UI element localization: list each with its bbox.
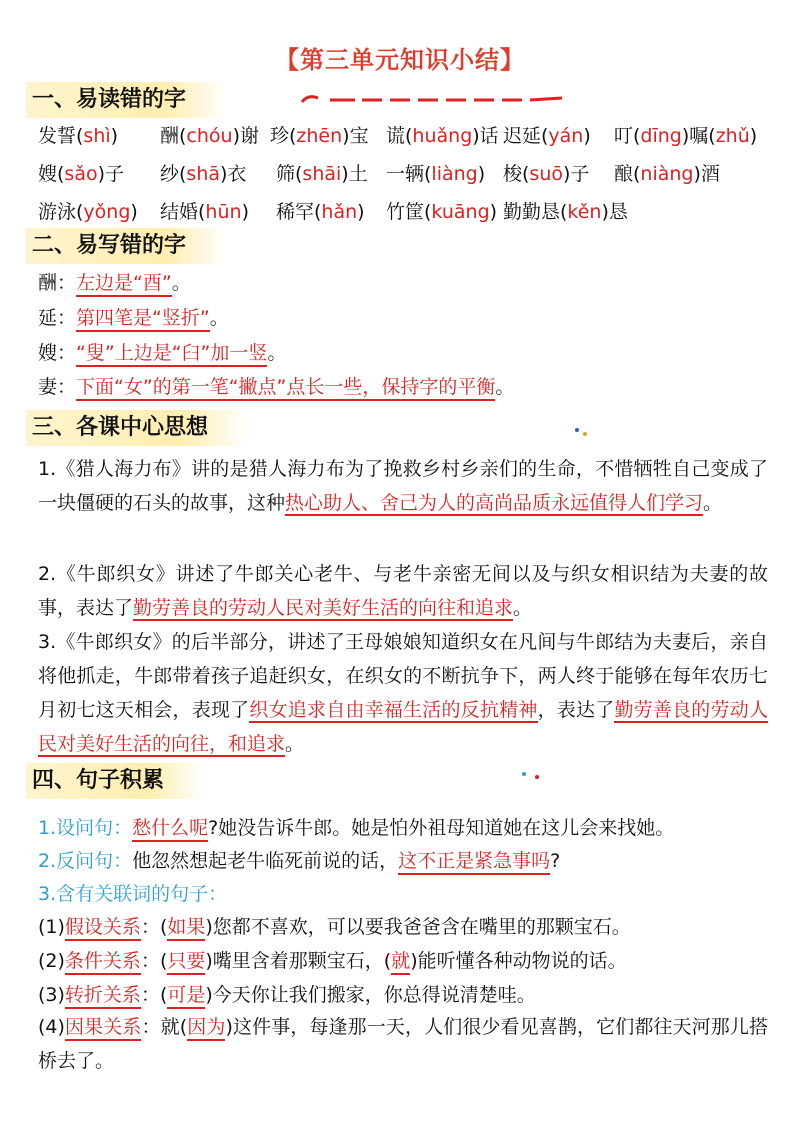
word-item: 结婚(hūn) bbox=[160, 201, 249, 223]
write-note-2: 延：第四笔是“竖折”。 bbox=[38, 303, 229, 330]
word-item: 珍(zhēn)宝 bbox=[270, 125, 369, 147]
sentence-rhetorical-ask: 2.反问句：他忽然想起老牛临死前说的话，这不正是紧急事吗? bbox=[38, 846, 560, 873]
write-note-3: 嫂：“叟”上边是“臼”加一竖。 bbox=[38, 338, 286, 365]
page-title: 【第三单元知识小结】 bbox=[275, 46, 525, 74]
section-heading-2: 二、易写错的字 bbox=[26, 228, 226, 264]
section-heading-1: 一、易读错的字 bbox=[26, 82, 226, 118]
idea-paragraph-3: 3.《牛郎织女》的后半部分，讲述了王母娘娘知道织女在凡间与牛郎结为夫妻后，亲自将他抓走，牛郎带着孩子追赶织女，在织女的不断抗争下，两人终于能够在每年农历七月初七这天相会，表现了织女追求自由幸福生活的反抗精神，表达了勤劳善良的劳动人民对美好生活的向往，和追求。 bbox=[38, 631, 768, 755]
sentence-rhetorical-question: 1.设问句：愁什么呢?她没告诉牛郎。她是怕外祖母知道她在这儿会来找她。 bbox=[38, 813, 674, 840]
conjunction-item-1: (1)假设关系：(如果)您都不喜欢，可以要我爸爸含在嘴里的那颗宝石。 bbox=[38, 912, 631, 939]
decorative-dot bbox=[535, 775, 539, 779]
conjunction-item-3: (3)转折关系：(可是)今天你让我们搬家，你总得说清楚哇。 bbox=[38, 980, 536, 1007]
conjunction-heading: 3.含有关联词的句子： bbox=[38, 883, 228, 905]
decorative-dot bbox=[583, 432, 587, 436]
word-item: 叮(dīng)嘱(zhǔ) bbox=[614, 125, 758, 147]
conjunction-item-4: (4)因果关系：就(因为)这件事，每逢那一天，人们很少看见喜鹊，它们都往天河那儿搭桥去了。 bbox=[38, 1016, 768, 1072]
decorative-squiggle bbox=[300, 92, 565, 106]
word-item: 酬(chóu)谢 bbox=[160, 125, 259, 147]
section-heading-4: 四、句子积累 bbox=[26, 763, 204, 799]
word-item: 嫂(sǎo)子 bbox=[38, 163, 125, 185]
word-item: 稀罕(hǎn) bbox=[276, 201, 365, 223]
word-item: 迟延(yán) bbox=[503, 125, 591, 147]
word-item: 梭(suō)子 bbox=[503, 163, 590, 185]
decorative-dot bbox=[522, 772, 526, 776]
word-item: 谎(huǎng)话 bbox=[386, 125, 499, 147]
word-item: 酿(niàng)酒 bbox=[614, 163, 720, 185]
section-heading-3: 三、各课中心思想 bbox=[26, 410, 248, 446]
word-item: 发誓(shì) bbox=[38, 125, 119, 147]
word-item: 筛(shāi)土 bbox=[276, 163, 368, 185]
word-item: 勤勤恳(kěn)恳 bbox=[503, 201, 628, 223]
idea-paragraph-2: 2.《牛郎织女》讲述了牛郎关心老牛、与老牛亲密无间以及与织女相识结为夫妻的故事，表达了勤劳善良的劳动人民对美好生活的向往和追求。 bbox=[38, 563, 768, 619]
write-note-1: 酬：左边是“酉”。 bbox=[38, 268, 191, 295]
word-item: 游泳(yǒng) bbox=[38, 201, 138, 223]
idea-paragraph-1: 1.《猎人海力布》讲的是猎人海力布为了挽救乡村乡亲们的生命，不惜牺牲自己变成了一块僵硬的石头的故事，这种热心助人、舍己为人的高尚品质永远值得人们学习。 bbox=[38, 458, 768, 514]
decorative-dot bbox=[575, 428, 579, 432]
word-item: 竹筐(kuāng) bbox=[386, 201, 498, 223]
conjunction-item-2: (2)条件关系：(只要)嘴里含着那颗宝石，(就)能听懂各种动物说的话。 bbox=[38, 946, 627, 973]
word-item: 一辆(liàng) bbox=[386, 163, 486, 185]
word-item: 纱(shā)衣 bbox=[160, 163, 247, 185]
write-note-4: 妻：下面“女”的第一笔“撇点”点长一些，保持字的平衡。 bbox=[38, 372, 514, 399]
